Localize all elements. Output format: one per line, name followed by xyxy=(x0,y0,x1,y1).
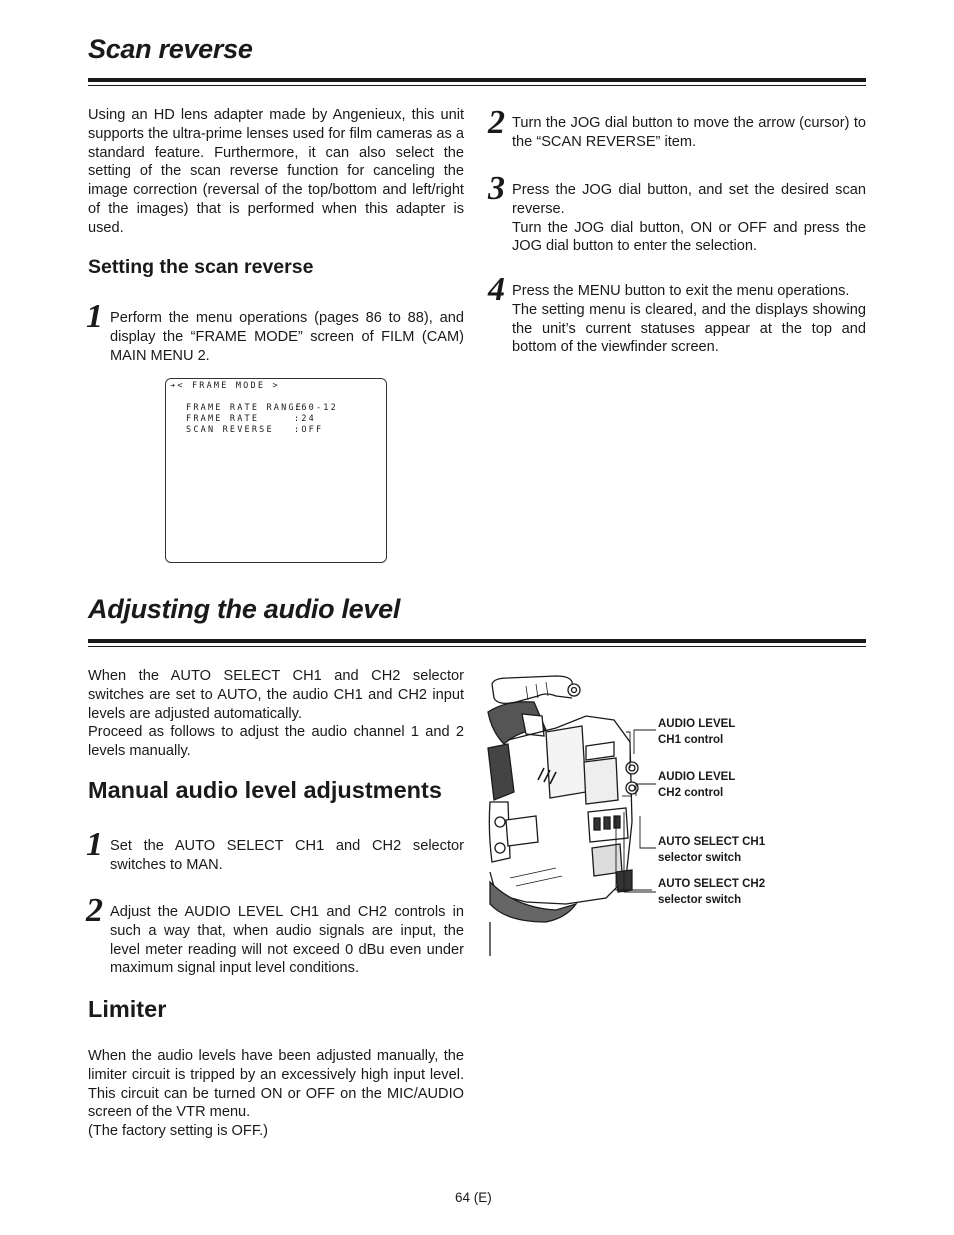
screen-title-row xyxy=(170,381,280,392)
step-line: Adjust the AUDIO LEVEL CH1 and CH2 controls in such a way that, when audio signals are input, the level meter reading will not exceed 0 dBu even under maximum signal input level conditions. xyxy=(110,904,464,977)
intro-paragraph: When the AUTO SELECT CH1 and CH2 selector switches are set to AUTO, the audio CH1 and CH2 input levels are adjusted automatically. xyxy=(88,668,464,722)
callout-line: AUTO SELECT CH2 xyxy=(658,878,766,890)
intro-paragraph: Using an HD lens adapter made by Angenieux, this unit supports the ultra-prime lenses used for film cameras as a standard feature. Furthermore, it can also select the setting of the scan reverse function for canceling the image correction (reversal of the top/bottom and left/right of the images) that is performed when this adapter is used. xyxy=(88,107,464,236)
frame-mode-screen xyxy=(165,378,387,563)
screen-row xyxy=(186,403,338,414)
callout-line: AUDIO LEVEL xyxy=(658,771,736,783)
step-number: 2 xyxy=(86,892,103,929)
step-text xyxy=(110,309,464,365)
step-number: 4 xyxy=(488,271,505,308)
callout-line: CH1 control xyxy=(658,734,724,746)
row-label: FRAME RATE RANGE xyxy=(186,403,304,413)
callout-audio-level-ch1 xyxy=(658,716,735,748)
step-text xyxy=(110,837,464,875)
step-line: The setting menu is cleared, and the displays showing the unit’s current statuses appear at the top and bottom of the viewfinder screen. xyxy=(512,301,866,356)
page-number: 64 (E) xyxy=(455,1190,492,1205)
callout-line: AUDIO LEVEL xyxy=(658,718,736,730)
step-number: 1 xyxy=(86,298,103,335)
cursor-arrow-icon: ➔ xyxy=(170,381,178,391)
audio-intro xyxy=(88,667,464,761)
title-rule-thick xyxy=(88,78,866,82)
step-line: Set the AUTO SELECT CH1 and CH2 selector switches to MAN. xyxy=(110,838,464,873)
step-line: Press the MENU button to exit the menu operations. xyxy=(512,283,850,299)
screen-row xyxy=(186,425,338,436)
step-number: 3 xyxy=(488,170,505,207)
callout-line: selector switch xyxy=(658,852,742,864)
scan-reverse-intro xyxy=(88,106,464,238)
row-value: :OFF xyxy=(294,425,324,435)
section-title-scan-reverse: Scan reverse xyxy=(88,34,253,64)
subheading-limiter: Limiter xyxy=(88,996,167,1022)
limiter-paragraph: When the audio levels have been adjusted manually, the limiter circuit is tripped by an excessively high input level. This circuit can be turned ON or OFF on the MIC/AUDIO screen of the VTR menu. xyxy=(88,1048,464,1121)
step-text xyxy=(512,181,866,256)
screen-title: < FRAME MODE > xyxy=(177,381,280,391)
row-value: :60-12 xyxy=(294,403,338,413)
title-rule-thin xyxy=(88,646,866,647)
row-value: :24 xyxy=(294,414,316,424)
callout-auto-select-ch2 xyxy=(658,876,765,908)
subheading-setting-scan-reverse: Setting the scan reverse xyxy=(88,256,314,278)
section-title-audio-level: Adjusting the audio level xyxy=(88,594,401,624)
step-text xyxy=(512,114,866,152)
callout-line: CH2 control xyxy=(658,787,724,799)
title-rule-thin xyxy=(88,85,866,86)
callout-leader-lines xyxy=(620,720,660,910)
step-line: Press the JOG dial button, and set the desired scan reverse. xyxy=(512,182,866,217)
row-label: SCAN REVERSE xyxy=(186,425,274,435)
step-text xyxy=(512,282,866,357)
limiter-paragraph: (The factory setting is OFF.) xyxy=(88,1123,269,1140)
callout-auto-select-ch1 xyxy=(658,834,765,866)
intro-paragraph: Proceed as follows to adjust the audio channel 1 and 2 levels manually. xyxy=(88,724,464,760)
limiter-text xyxy=(88,1047,464,1141)
screen-row xyxy=(186,414,338,425)
title-rule-thick xyxy=(88,639,866,643)
step-line: Turn the JOG dial button to move the arrow (cursor) to the “SCAN REVERSE” item. xyxy=(512,115,866,150)
callout-audio-level-ch2 xyxy=(658,769,735,801)
step-line: Perform the menu operations (pages 86 to 88), and display the “FRAME MODE” screen of FILM (CAM) MAIN MENU 2. xyxy=(110,310,464,364)
row-label: FRAME RATE xyxy=(186,414,260,424)
subheading-manual-audio: Manual audio level adjustments xyxy=(88,777,442,803)
step-line: Turn the JOG dial button, ON or OFF and press the JOG dial button to enter the selection. xyxy=(512,219,866,255)
step-number: 1 xyxy=(86,826,103,863)
step-number: 2 xyxy=(488,104,505,141)
step-text xyxy=(110,903,464,978)
screen-rows xyxy=(186,403,338,436)
callout-line: AUTO SELECT CH1 xyxy=(658,836,766,848)
callout-line: selector switch xyxy=(658,894,742,906)
